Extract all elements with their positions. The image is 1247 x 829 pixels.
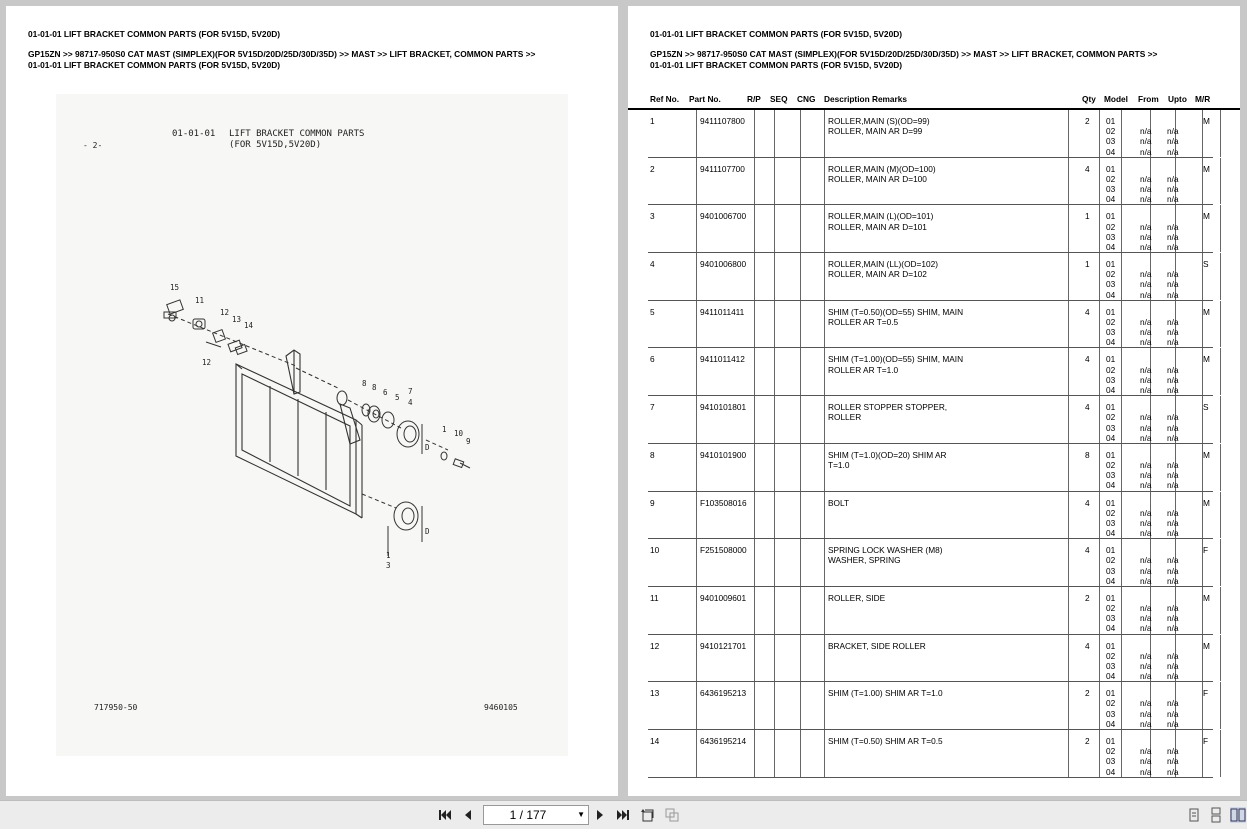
- description: ROLLER,MAIN (LL)(OD=102) ROLLER, MAIN AR D=102: [828, 259, 938, 280]
- from-list: n/a n/a n/a: [1140, 603, 1152, 634]
- description: BRACKET, SIDE ROLLER: [828, 640, 926, 651]
- mr: F: [1203, 545, 1209, 556]
- description: ROLLER,MAIN (S)(OD=99) ROLLER, MAIN AR D=99: [828, 116, 930, 137]
- description: BOLT: [828, 497, 850, 508]
- part-no: 9401006700: [700, 211, 747, 222]
- callout-12b: 12: [202, 358, 212, 367]
- diagram-title-2: (FOR 5V15D,5V20D): [229, 140, 322, 150]
- model-list: 01 02 03 04: [1106, 449, 1116, 491]
- callout-12: 12: [220, 308, 230, 317]
- right-page-breadcrumb: GP15ZN >> 98717-950S0 CAT MAST (SIMPLEX)(FOR 5V15D/20D/25D/30D/35D) >> MAST >> LIFT BRACKET, COMMON PARTS >> 01-01-01 LIFT BRACKET COMMON PARTS (FOR 5V15D, 5V20D): [650, 49, 1158, 70]
- description: SHIM (T=0.50)(OD=55) SHIM, MAIN ROLLER AR T=0.5: [828, 306, 964, 328]
- upto-list: n/a n/a n/a: [1167, 364, 1179, 395]
- right-page: [628, 6, 1240, 796]
- col-seq: SEQ: [770, 94, 788, 104]
- callout-3: 3: [386, 561, 391, 570]
- parts-diagram: [56, 94, 568, 756]
- rotate-icon[interactable]: [640, 807, 656, 823]
- col-rp: R/P: [747, 94, 761, 104]
- description: SHIM (T=1.00) SHIM AR T=1.0: [828, 688, 943, 699]
- last-page-icon[interactable]: [615, 807, 631, 823]
- upto-list: n/a n/a n/a: [1167, 555, 1179, 586]
- description: SHIM (T=1.00)(OD=55) SHIM, MAIN ROLLER AR T=1.0: [828, 354, 964, 375]
- upto-list: n/a n/a n/a: [1167, 507, 1179, 539]
- qty: 2: [1085, 735, 1090, 746]
- part-no: 6436195214: [700, 735, 747, 746]
- col-model: Model: [1104, 94, 1128, 104]
- callout-11: 11: [195, 296, 205, 305]
- qty: 4: [1085, 163, 1090, 174]
- mr: M: [1203, 640, 1210, 651]
- description: ROLLER,MAIN (M)(OD=100) ROLLER, MAIN AR D=100: [828, 163, 936, 184]
- lift-bracket-frame: [236, 350, 362, 518]
- description: ROLLER, SIDE: [828, 592, 886, 603]
- model-list: 01 02 03 04: [1106, 354, 1116, 395]
- callout-1b: 1: [386, 551, 391, 560]
- callout-6: 6: [383, 388, 388, 397]
- callout-13: 13: [232, 315, 242, 324]
- from-list: n/a n/a n/a: [1140, 316, 1152, 348]
- model-list: 01 02 03 04: [1106, 688, 1116, 729]
- qty: 4: [1085, 497, 1090, 508]
- part-no: 9411107700: [700, 163, 745, 174]
- ref-no: 4: [650, 259, 655, 270]
- qty: 2: [1085, 116, 1090, 126]
- next-page-icon[interactable]: [592, 807, 608, 823]
- ref-no: 10: [650, 545, 660, 556]
- part-no: F251508000: [700, 545, 747, 556]
- col-upto: Upto: [1168, 94, 1187, 104]
- ref-no: 13: [650, 688, 660, 699]
- col-desc: Description Remarks: [824, 94, 908, 104]
- mr: M: [1203, 306, 1210, 317]
- mr: S: [1203, 259, 1209, 270]
- from-list: n/a n/a n/a: [1140, 412, 1152, 443]
- from-list: n/a n/a n/a: [1140, 221, 1152, 252]
- table-row: [648, 158, 1213, 206]
- left-page: [6, 6, 618, 796]
- mr: F: [1203, 735, 1209, 746]
- table-row: [648, 730, 1213, 778]
- upto-list: n/a n/a n/a: [1167, 460, 1179, 491]
- table-row: [648, 587, 1213, 635]
- qty: 4: [1085, 402, 1090, 413]
- ref-no: 7: [650, 402, 655, 413]
- part-no: 6436195213: [700, 688, 747, 699]
- callout-8: 8: [362, 379, 367, 388]
- table-row: [648, 301, 1213, 349]
- diagram-section-no: 01-01-01: [172, 129, 216, 139]
- model-list: 01 02 03 04: [1106, 592, 1116, 634]
- from-list: n/a n/a n/a: [1140, 269, 1152, 300]
- ref-no: 12: [650, 640, 660, 651]
- page-indicator: 1 / 177: [509, 808, 547, 822]
- part-no: 9401009601: [700, 592, 747, 603]
- diagram-footer-right: 9460105: [484, 703, 518, 712]
- from-list: n/a n/a n/a: [1140, 173, 1152, 205]
- upto-list: n/a n/a n/a: [1167, 316, 1179, 348]
- qty: 8: [1085, 449, 1090, 460]
- part-no: 9410101900: [700, 449, 747, 460]
- upto-list: n/a n/a n/a: [1167, 126, 1179, 157]
- diagram-title-1: LIFT BRACKET COMMON PARTS: [229, 129, 365, 139]
- col-qty: Qty: [1082, 94, 1096, 104]
- first-page-icon[interactable]: [437, 807, 453, 823]
- callout-d2: D: [425, 527, 430, 536]
- callout-15: 15: [170, 283, 180, 292]
- prev-page-icon[interactable]: [460, 807, 476, 823]
- upto-list: n/a n/a n/a: [1167, 650, 1179, 682]
- from-list: n/a n/a n/a: [1140, 126, 1152, 157]
- model-list: 01 02 03 04: [1106, 306, 1116, 348]
- from-list: n/a n/a n/a: [1140, 650, 1152, 682]
- upto-list: n/a n/a n/a: [1167, 603, 1179, 634]
- ref-no: 1: [650, 116, 655, 126]
- ref-no: 2: [650, 163, 655, 174]
- part-no: 9410121701: [700, 640, 747, 651]
- viewer-toolbar: [0, 800, 1247, 829]
- table-row: [648, 539, 1213, 587]
- ref-no: 14: [650, 735, 660, 746]
- col-mr: M/R: [1195, 94, 1211, 104]
- model-list: 01 02 03 04: [1106, 402, 1116, 443]
- callout-5: 5: [395, 393, 400, 402]
- qty: 2: [1085, 688, 1090, 699]
- ref-no: 9: [650, 497, 655, 508]
- part-no: F103508016: [700, 497, 747, 508]
- part-no: 9401006800: [700, 259, 747, 270]
- continuous-view-icon[interactable]: [1208, 807, 1224, 823]
- mr: M: [1203, 116, 1210, 126]
- upto-list: n/a n/a n/a: [1167, 221, 1179, 252]
- qty: 4: [1085, 306, 1090, 317]
- callout-14: 14: [244, 321, 254, 330]
- part-no: 9410101801: [700, 402, 747, 413]
- upto-list: n/a n/a n/a: [1167, 698, 1179, 729]
- from-list: n/a n/a n/a: [1140, 507, 1152, 539]
- model-list: 01 02 03 04: [1106, 497, 1116, 539]
- ref-no: 11: [650, 592, 659, 603]
- model-list: 01 02 03 04: [1106, 259, 1116, 300]
- ref-no: 3: [650, 211, 655, 222]
- left-page-title: 01-01-01 LIFT BRACKET COMMON PARTS (FOR 5V15D, 5V20D): [28, 29, 281, 39]
- col-ref: Ref No.: [650, 94, 680, 104]
- model-list: 01 02 03 04: [1106, 640, 1116, 682]
- diagram-page-mark: - 2-: [83, 141, 103, 150]
- part-no: 9411107800: [700, 116, 745, 126]
- callout-8b: 8: [372, 383, 377, 392]
- col-cng: CNG: [797, 94, 816, 104]
- qty: 4: [1085, 545, 1090, 556]
- part-no: 9411011411: [700, 306, 745, 317]
- from-list: n/a n/a n/a: [1140, 698, 1152, 729]
- callout-1: 1: [442, 425, 447, 434]
- upto-list: n/a n/a n/a: [1167, 173, 1179, 205]
- qty: 4: [1085, 354, 1090, 365]
- mr: M: [1203, 354, 1210, 365]
- description: ROLLER STOPPER STOPPER, ROLLER: [828, 402, 948, 423]
- table-row: [648, 253, 1213, 301]
- description: SHIM (T=1.0)(OD=20) SHIM AR T=1.0: [828, 449, 947, 471]
- ref-no: 6: [650, 354, 655, 365]
- ref-no: 8: [650, 449, 655, 460]
- single-page-view-icon[interactable]: [1186, 807, 1202, 823]
- diagram-footer-left: 717950-50: [94, 703, 138, 712]
- table-row: [648, 444, 1213, 492]
- callout-10: 10: [454, 429, 464, 438]
- callout-7: 7: [408, 387, 413, 396]
- mr: M: [1203, 163, 1210, 174]
- two-page-view-icon[interactable]: [1230, 807, 1246, 823]
- table-row: [648, 635, 1213, 683]
- model-list: 01 02 03 04: [1106, 163, 1116, 205]
- part-no: 9411011412: [700, 354, 745, 365]
- from-list: n/a n/a n/a: [1140, 555, 1152, 586]
- qty: 1: [1085, 259, 1090, 270]
- model-list: 01 02 03 04: [1106, 735, 1116, 777]
- ref-no: 5: [650, 306, 655, 317]
- from-list: n/a n/a n/a: [1140, 746, 1152, 777]
- from-list: n/a n/a n/a: [1140, 364, 1152, 395]
- table-row: [648, 205, 1213, 253]
- mr: M: [1203, 449, 1210, 460]
- right-page-title: 01-01-01 LIFT BRACKET COMMON PARTS (FOR 5V15D, 5V20D): [650, 29, 903, 39]
- table-row: [648, 492, 1213, 540]
- table-row: [648, 682, 1213, 730]
- side-roller-group: [164, 300, 296, 366]
- chevron-down-icon: ▼: [577, 810, 585, 819]
- model-list: 01 02 03 04: [1106, 116, 1116, 157]
- upto-list: n/a n/a n/a: [1167, 269, 1179, 300]
- from-list: n/a n/a n/a: [1140, 460, 1152, 491]
- lower-roller: [362, 494, 422, 556]
- mr: M: [1203, 211, 1210, 222]
- left-page-breadcrumb: GP15ZN >> 98717-950S0 CAT MAST (SIMPLEX)(FOR 5V15D/20D/25D/30D/35D) >> MAST >> LIFT BRACKET, COMMON PARTS >> 01-01-01 LIFT BRACKET COMMON PARTS (FOR 5V15D, 5V20D): [28, 49, 536, 70]
- upto-list: n/a n/a n/a: [1167, 412, 1179, 443]
- mr: M: [1203, 592, 1210, 603]
- model-list: 01 02 03 04: [1106, 211, 1116, 252]
- qty: 2: [1085, 592, 1090, 603]
- table-row: [648, 348, 1213, 396]
- parts-table: [648, 110, 1213, 778]
- col-from: From: [1138, 94, 1159, 104]
- upto-list: n/a n/a n/a: [1167, 746, 1179, 777]
- col-part: Part No.: [689, 94, 721, 104]
- table-row: [648, 396, 1213, 444]
- mr: F: [1203, 688, 1209, 699]
- description: SPRING LOCK WASHER (M8) WASHER, SPRING: [828, 545, 943, 566]
- model-list: 01 02 03 04: [1106, 545, 1116, 586]
- callout-9: 9: [466, 437, 471, 446]
- callout-d: D: [425, 443, 430, 452]
- qty: 1: [1085, 211, 1090, 222]
- callout-4: 4: [408, 398, 413, 407]
- table-row: [648, 110, 1213, 158]
- page-number-select[interactable]: [483, 805, 589, 825]
- description: SHIM (T=0.50) SHIM AR T=0.5: [828, 735, 943, 746]
- qty: 4: [1085, 640, 1090, 651]
- description: ROLLER,MAIN (L)(OD=101) ROLLER, MAIN AR D=101: [828, 211, 934, 232]
- mr: M: [1203, 497, 1210, 508]
- copy-icon[interactable]: [664, 807, 680, 823]
- mr: S: [1203, 402, 1209, 413]
